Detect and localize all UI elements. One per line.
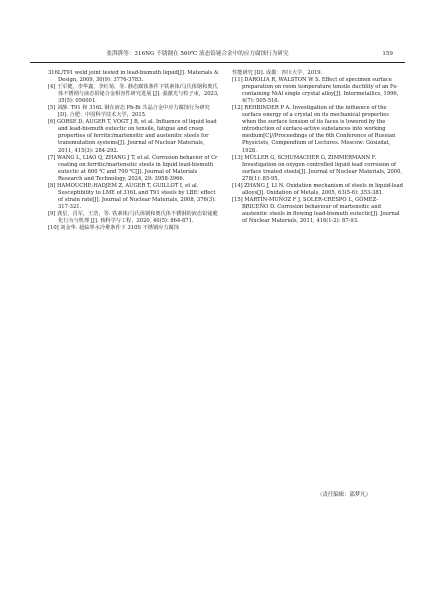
reference-7: [7] WANG L, LIAO Q, ZHANG J T, et al. Corrosion behavior of Cr coating on ferritic/martensitic steels in liquid lead-bismuth eutectic at 600 ℃ and 700 ℃[J]. Journal of Materials Research and Technology, 2024, 29: 3958-3966. (48, 154, 218, 182)
reference-4: [4] 王军健，李华鑫，李红菊，等. 静态腐蚀条件下铁素体/马氏体钢和奥氏体不锈钢与液态铅铋合金相容性研究进展 [J]. 强激光与粒子束，2023, 35(5): 056001. (48, 84, 219, 105)
reference-10-continued: 性能研究 [D]. 成都：四川大学，2019. (232, 70, 323, 76)
reference-15: [15] MARTÍN-MUÑOZ F J, SOLER-CRESPO L, GÓMEZ-BRICEÑO D. Corrosion behaviour of martensitic and austenitic steels in flowing lead-bismuth eutectic[J]. Journal of Nuclear Materials, 2011, 416(1-2): 87-93. (232, 196, 400, 224)
reference-12: [12] REHBINDER P A. Investigation of the influence of the surface energy of a crystal on its mechanical properties when the surface tension of its faces is lowered by the introduction of surface-active substances into working medium[C]//Proceedings of the 6th Conference of Russian Physicists, Compendium of Lectures. Moscow: Gosizdat, 1928. (232, 105, 396, 154)
responsible-editor-note: （责任编辑：邵梦凡） (317, 492, 371, 498)
reference-9: [9] 龚星，肖军，王浩，等. 铁素体/马氏体钢和奥氏体不锈钢的液态铅铋脆化行为与机理 [J]. 核科学与工程，2020, 40(5): 864-871. (48, 210, 218, 224)
reference-10: [10] 刘金华. 超临界水冷堆条件下 310S 不锈钢应力腐蚀 (48, 225, 179, 232)
reference-5: [5] 刘静. T91 和 316L 钢在液态 Pb-Bi 共晶合金中应力腐蚀行为研究 [D]. 合肥：中国科学技术大学，2015. (48, 105, 210, 119)
header-rule (30, 62, 405, 63)
reference-8: [8] HAMOUCHE-HADJEM Z, AUGER T, GUILLOT I, et al. Susceptibility to LME of 316L and T91 steels by LBE: effect of strain rate[J]. Journal of Nuclear Materials, 2008, 376(3): 317-321. (48, 182, 216, 210)
reference-11: [11] DAROLIA R, WALSTON W S. Effect of specimen surface preparation on room temperature tensile ductility of an Fe-containing NiAl single crystal alloy[J]. Intermetallics, 1996, 4(7): 505-516. (232, 77, 399, 105)
reference-13: [13] MÜLLER G, SCHUMACHER G, ZIMMERMANN F. Investigation on oxygen controlled liquid lead corrosion of surface treated steels[J]. Journal of Nuclear Materials, 2000, 278(1): 85-95. (232, 154, 403, 182)
references-right-column (232, 70, 404, 225)
reference-3-continued: 316L/T91 weld joint tested in lead-bismuth liquid[J]. Materials & Design, 2009, 30(9): 3776-3783. (48, 70, 219, 84)
running-title: 张湃湃等：316NG 不锈钢在 560℃ 液态铅铋合金中的应力腐蚀行为研究 (106, 51, 289, 57)
page-header (30, 48, 405, 62)
references-left-column (48, 70, 220, 232)
reference-6: [6] GORSE D, AUGER T, VOGT J B, et al. Influence of liquid lead and lead-bismuth eutectic on tensile, fatigue and creep properties of ferritic/martensitic and austenitic steels for transmutation systems[J]. Journal of Nuclear Materials, 2011, 415(3): 284-292. (48, 119, 217, 154)
reference-14: [14] ZHANG J, LI N. Oxidation mechanism of steels in liquid-lead alloys[J]. Oxidation of Metals, 2005, 63(5-6): 353-381. (232, 182, 403, 196)
page-number: 159 (382, 51, 393, 57)
